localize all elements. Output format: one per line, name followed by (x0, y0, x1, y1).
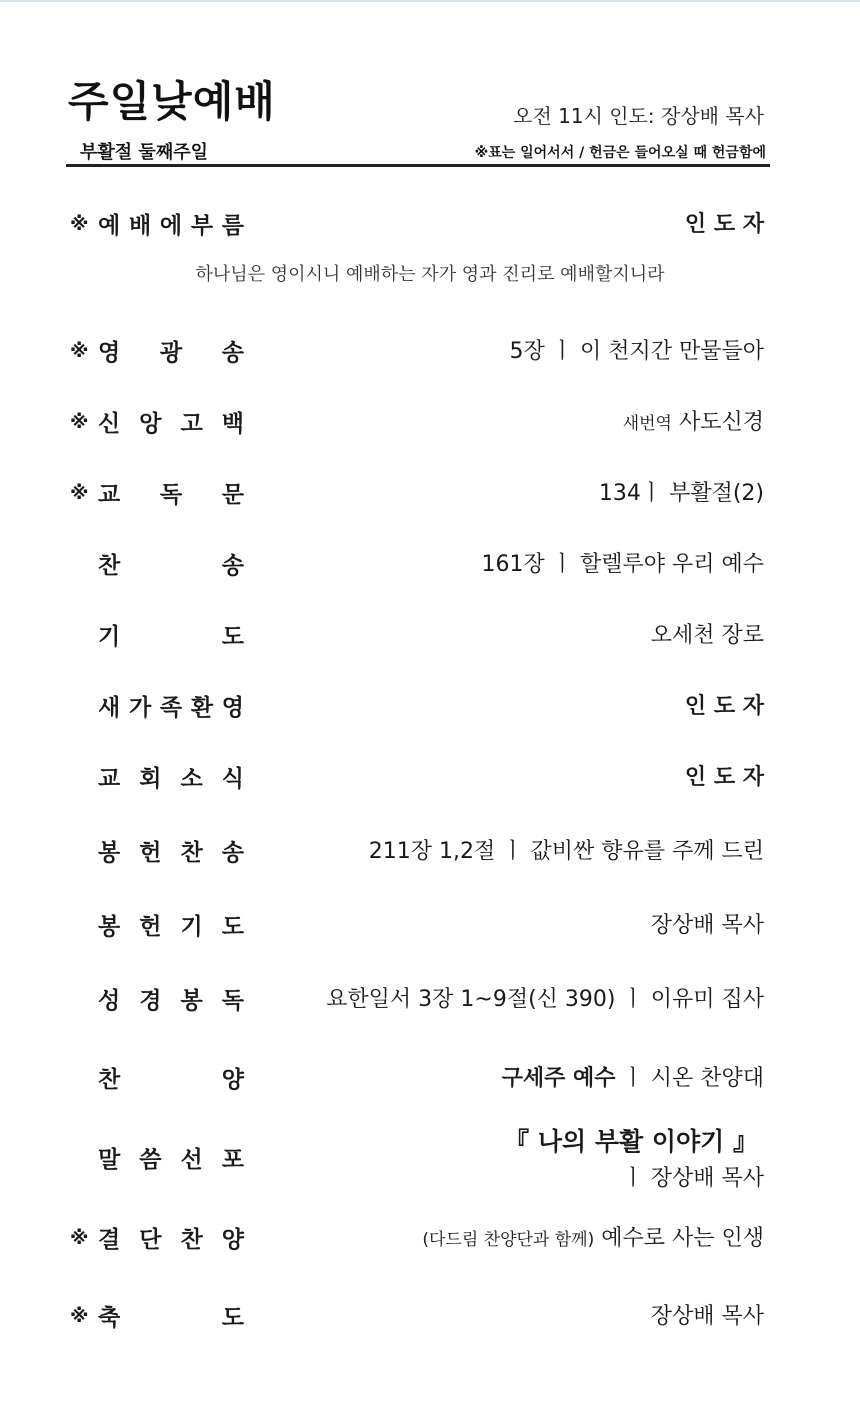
anthem-title: 구세주 예수 (501, 1066, 616, 1091)
sermon-preacher: ㅣ 장상배 목사 (622, 1166, 764, 1191)
label-char: 도 (221, 624, 244, 650)
item-value (623, 405, 764, 436)
service-title: 주일낮예배 (68, 77, 276, 126)
standing-mark: ※ (70, 410, 89, 433)
label-char: 결 (98, 1227, 121, 1253)
item-label (70, 405, 244, 438)
label-char: 고 (180, 411, 203, 437)
item-value: 211장 1,2절 ㅣ 값비싼 향유를 주께 드린 (368, 839, 764, 864)
label-char: 독 (159, 482, 183, 508)
label-char: 교 (98, 766, 121, 792)
label-char: 찬 (180, 840, 203, 866)
item-label (70, 547, 244, 580)
label-char: 헌 (139, 840, 162, 866)
item-label (70, 476, 244, 509)
label-char: 에 (159, 213, 183, 239)
label-char: 말 (98, 1147, 121, 1173)
label-char: 새 (98, 695, 121, 721)
item-value: 인 도 자 (684, 694, 764, 719)
anthem-choir: ㅣ 시온 찬양대 (615, 1066, 764, 1091)
label-char: 찬 (180, 1227, 203, 1253)
call-verse: 하나님은 영이시니 예배하는 자가 영과 진리로 예배할지니라 (195, 264, 665, 285)
label-char: 포 (221, 1147, 244, 1173)
label-char: 찬 (98, 553, 121, 579)
label-char: 송 (221, 553, 244, 579)
item-value: 오세천 장로 (650, 623, 764, 648)
item-label (70, 689, 244, 722)
version-note: 새번역 (622, 414, 672, 434)
standing-mark: ※ (70, 339, 89, 362)
label-char: 앙 (139, 411, 162, 437)
label-char: 성 (98, 988, 121, 1014)
label-char: 교 (98, 482, 121, 508)
label-char: 봉 (180, 988, 203, 1014)
label-char: 족 (159, 695, 183, 721)
item-value (422, 1221, 764, 1252)
time-leader: 오전 11시 인도: 장상배 목사 (513, 104, 764, 128)
label-char: 단 (139, 1227, 162, 1253)
item-label (70, 908, 244, 941)
label-char: 배 (128, 213, 152, 239)
creed-name: 사도신경 (678, 410, 764, 435)
label-char: 영 (221, 695, 244, 721)
label-char: 도 (221, 1305, 244, 1331)
item-value (502, 1061, 764, 1092)
item-value: 134ㅣ 부활절(2) (598, 481, 764, 506)
service-subtitle: 부활절 둘째주일 (80, 142, 208, 163)
label-char: 백 (221, 411, 244, 437)
label-char: 봉 (98, 840, 121, 866)
label-char: 독 (221, 988, 244, 1014)
item-value: 인 도 자 (684, 212, 764, 237)
label-char: 봉 (98, 914, 121, 940)
label-char: 문 (221, 482, 244, 508)
item-label (70, 1061, 244, 1094)
item-value: 인 도 자 (684, 765, 764, 790)
label-char: 찬 (98, 1067, 121, 1093)
label-char: 양 (221, 1227, 244, 1253)
item-label (70, 1221, 244, 1254)
header-divider (66, 164, 770, 167)
label-char: 신 (98, 411, 121, 437)
label-char: 송 (221, 340, 244, 366)
label-char: 소 (180, 766, 203, 792)
item-value: 장상배 목사 (650, 1304, 764, 1329)
label-char: 부 (190, 213, 214, 239)
label-char: 기 (180, 914, 203, 940)
item-label (70, 982, 244, 1015)
item-label (70, 1299, 244, 1332)
label-char: 송 (221, 840, 244, 866)
standing-mark: ※ (70, 1304, 89, 1327)
item-label (70, 618, 244, 651)
item-value: 장상배 목사 (650, 913, 764, 938)
label-char: 영 (98, 340, 121, 366)
label-char: 헌 (139, 914, 162, 940)
label-char: 경 (139, 988, 162, 1014)
top-border (0, 0, 860, 2)
song-note: (다드림 찬양단과 함께) (422, 1230, 595, 1250)
standing-mark: ※ (70, 1226, 89, 1249)
standing-mark: ※ (70, 481, 89, 504)
item-label (70, 834, 244, 867)
label-char: 식 (221, 766, 244, 792)
label-char: 양 (221, 1067, 244, 1093)
label-char: 축 (98, 1305, 121, 1331)
label-char: 름 (221, 213, 244, 239)
label-char: 광 (159, 340, 183, 366)
standing-mark: ※ (70, 212, 89, 235)
label-char: 회 (139, 766, 162, 792)
label-char: 도 (221, 914, 244, 940)
label-char: 씀 (139, 1147, 162, 1173)
sermon-title: 『 나의 부활 이야기 』 (504, 1127, 758, 1156)
item-value: 요한일서 3장 1~9절(신 390) ㅣ 이유미 집사 (326, 987, 764, 1012)
item-label (70, 760, 244, 793)
standing-note: ※표는 일어서서 / 헌금은 들어오실 때 헌금함에 (474, 145, 766, 161)
item-label (70, 1141, 244, 1174)
label-char: 가 (128, 695, 152, 721)
item-label (70, 334, 244, 367)
label-char: 기 (98, 624, 121, 650)
item-label (70, 207, 244, 240)
item-value: 161장 ㅣ 할렐루야 우리 예수 (481, 552, 764, 577)
song-title: 예수로 사는 인생 (601, 1226, 764, 1251)
item-value: 5장 ㅣ 이 천지간 만물들아 (509, 339, 764, 364)
label-char: 환 (190, 695, 214, 721)
label-char: 예 (98, 213, 121, 239)
label-char: 선 (180, 1147, 203, 1173)
